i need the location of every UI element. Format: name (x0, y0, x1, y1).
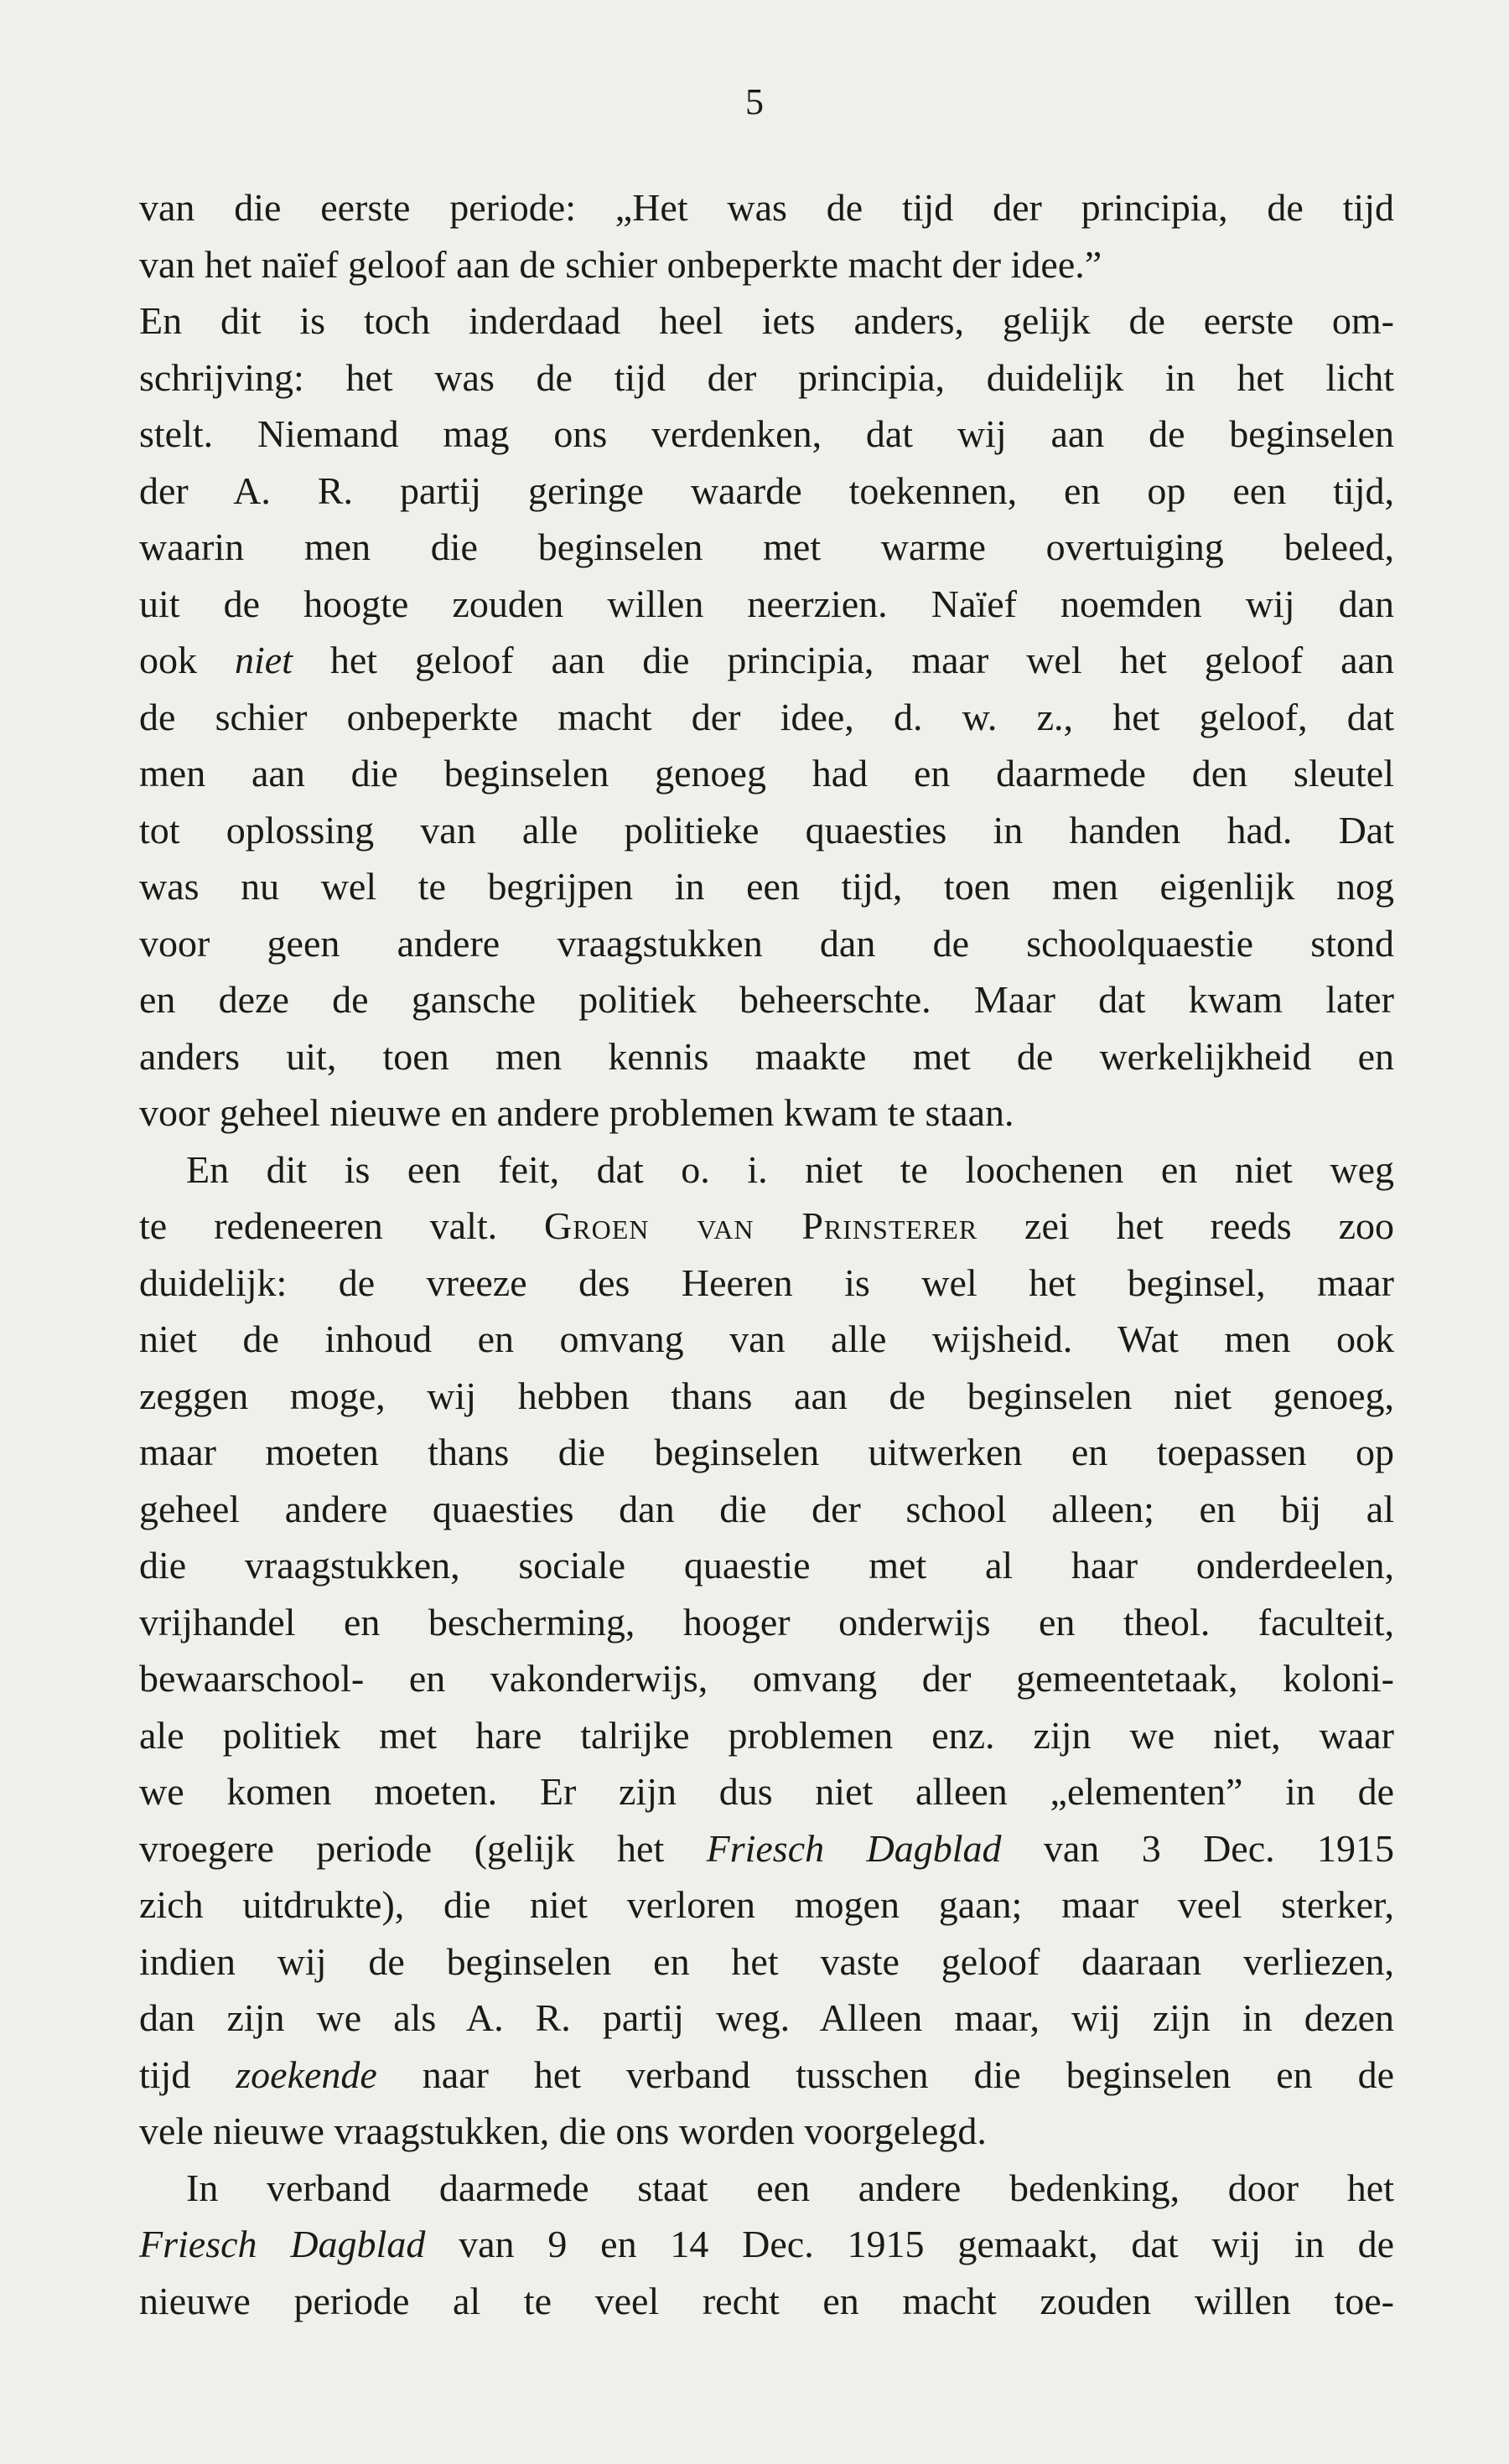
text-line (139, 745, 1394, 802)
text-segment: ook (139, 639, 235, 681)
text-line (139, 632, 1394, 689)
text-segment: naar het verband tusschen die beginselen en de (376, 2052, 1394, 2096)
body-text (139, 179, 1394, 2329)
text-segment: anders uit, toen men kennis maakte met de werkelijkheid en (139, 1034, 1394, 1078)
text-line (139, 1933, 1394, 1990)
text-line (139, 1084, 1394, 1141)
text-segment: was nu wel te begrijpen in een tijd, toen men eigenlijk nog (139, 865, 1394, 908)
text-segment: tot oplossing van alle politieke quaesties in handen had. Dat (139, 808, 1394, 852)
text-segment: van het naïef geloof aan de schier onbeperkte macht der idee.” (139, 242, 1102, 286)
text-segment: van 9 en 14 Dec. 1915 gemaakt, dat wij in de (425, 2223, 1395, 2265)
text-segment: der A. R. partij geringe waarde toekennen, en op een tijd, (139, 468, 1394, 512)
text-line (139, 1650, 1394, 1707)
text-line (139, 179, 1394, 236)
text-line (139, 1368, 1394, 1425)
text-line (139, 1255, 1394, 1312)
text-line (139, 689, 1394, 746)
text-segment: tijd (139, 2052, 236, 2096)
text-segment: we komen moeten. Er zijn dus niet alleen „elementen” in de (139, 1770, 1394, 1813)
text-line (139, 236, 1394, 293)
text-line (139, 1537, 1394, 1594)
text-segment: zeggen moge, wij hebben thans aan de beginselen niet genoeg, (139, 1374, 1394, 1417)
text-segment: duidelijk: de vreeze des Heeren is wel het beginsel, maar (139, 1260, 1394, 1304)
text-line (139, 802, 1394, 859)
text-line (139, 519, 1394, 576)
text-segment: bewaarschool- en vakonderwijs, omvang der gemeentetaak, koloni- (139, 1657, 1394, 1700)
text-segment: niet de inhoud en omvang van alle wijsheid. Wat men ook (139, 1317, 1394, 1360)
text-line (139, 2160, 1394, 2217)
smallcaps-name: Groen van Prinsterer (544, 1204, 978, 1247)
text-segment: indien wij de beginselen en het vaste geloof daaraan verliezen, (139, 1939, 1394, 1983)
text-segment: de schier onbeperkte macht der idee, d. w. z., het geloof, dat (139, 695, 1394, 738)
text-segment: En dit is toch inderdaad heel iets anders, gelijk de eerste om- (139, 299, 1394, 342)
text-line (139, 1594, 1394, 1651)
text-line (139, 915, 1394, 972)
text-segment: waarin men die beginselen met warme overtuiging beleed, (139, 525, 1394, 568)
italic-text: niet (234, 639, 293, 681)
text-line (139, 1707, 1394, 1764)
text-segment: vele nieuwe vraagstukken, die ons worden voorgelegd. (139, 2109, 987, 2152)
text-segment: die vraagstukken, sociale quaestie met al haar onderdeelen, (139, 1544, 1394, 1587)
text-segment: van 3 Dec. 1915 (1001, 1826, 1395, 1870)
text-line (139, 1141, 1394, 1198)
text-line (139, 2103, 1394, 2160)
italic-text: Friesch Dagblad (706, 1826, 1002, 1870)
text-segment: stelt. Niemand mag ons verdenken, dat wij aan de beginselen (139, 412, 1394, 455)
italic-text: Friesch Dagblad (139, 2223, 426, 2265)
text-line (139, 1990, 1394, 2047)
text-segment: en deze de gansche politiek beheerschte. Maar dat kwam later (139, 978, 1394, 1021)
text-segment: voor geheel nieuwe en andere problemen kwam te staan. (139, 1091, 1014, 1134)
text-line (139, 349, 1394, 406)
text-line (139, 1763, 1394, 1820)
text-line (139, 406, 1394, 463)
text-segment: ale politiek met hare talrijke problemen enz. zijn we niet, waar (139, 1713, 1394, 1757)
text-line (139, 2047, 1394, 2104)
italic-text: zoekende (236, 2052, 377, 2096)
text-line (139, 463, 1394, 520)
text-line (139, 576, 1394, 633)
text-line (139, 858, 1394, 915)
text-line (139, 1424, 1394, 1481)
text-segment: men aan die beginselen genoeg had en daarmede den sleutel (139, 752, 1394, 795)
text-line (139, 1876, 1394, 1933)
text-line (139, 1481, 1394, 1538)
text-line (139, 1198, 1394, 1255)
text-segment: voor geen andere vraagstukken dan de schoolquaestie stond (139, 921, 1394, 965)
text-segment: te redeneeren valt. (139, 1204, 545, 1247)
text-line (139, 2273, 1394, 2330)
text-segment: En dit is een feit, dat o. i. niet te loochenen en niet weg (186, 1147, 1394, 1191)
text-line (139, 1311, 1394, 1368)
text-line (139, 1820, 1394, 1877)
text-segment: van die eerste periode: „Het was de tijd der principia, de tijd (139, 186, 1394, 229)
text-segment: zich uitdrukte), die niet verloren mogen gaan; maar veel sterker, (139, 1883, 1394, 1926)
text-segment: uit de hoogte zouden willen neerzien. Naïef noemden wij dan (139, 582, 1394, 625)
text-line (139, 971, 1394, 1028)
text-segment: vroegere periode (gelijk het (139, 1826, 707, 1870)
text-segment: zei het reeds zoo (977, 1204, 1394, 1247)
text-line (139, 292, 1394, 349)
text-segment: geheel andere quaesties dan die der school alleen; en bij al (139, 1487, 1394, 1530)
text-segment: dan zijn we als A. R. partij weg. Alleen maar, wij zijn in dezen (139, 1996, 1394, 2039)
text-segment: schrijving: het was de tijd der principia, duidelijk in het licht (139, 355, 1394, 399)
text-line (139, 1028, 1394, 1085)
text-segment: het geloof aan die principia, maar wel het geloof aan (292, 639, 1395, 681)
text-segment: vrijhandel en bescherming, hooger onderwijs en theol. faculteit, (139, 1600, 1394, 1644)
page-number: 5 (745, 81, 764, 122)
text-segment: maar moeten thans die beginselen uitwerken en toepassen op (139, 1431, 1394, 1473)
text-segment: In verband daarmede staat een andere bedenking, door het (186, 2166, 1394, 2209)
text-line (139, 2216, 1394, 2273)
text-segment: nieuwe periode al te veel recht en macht zouden willen toe- (139, 2279, 1394, 2322)
